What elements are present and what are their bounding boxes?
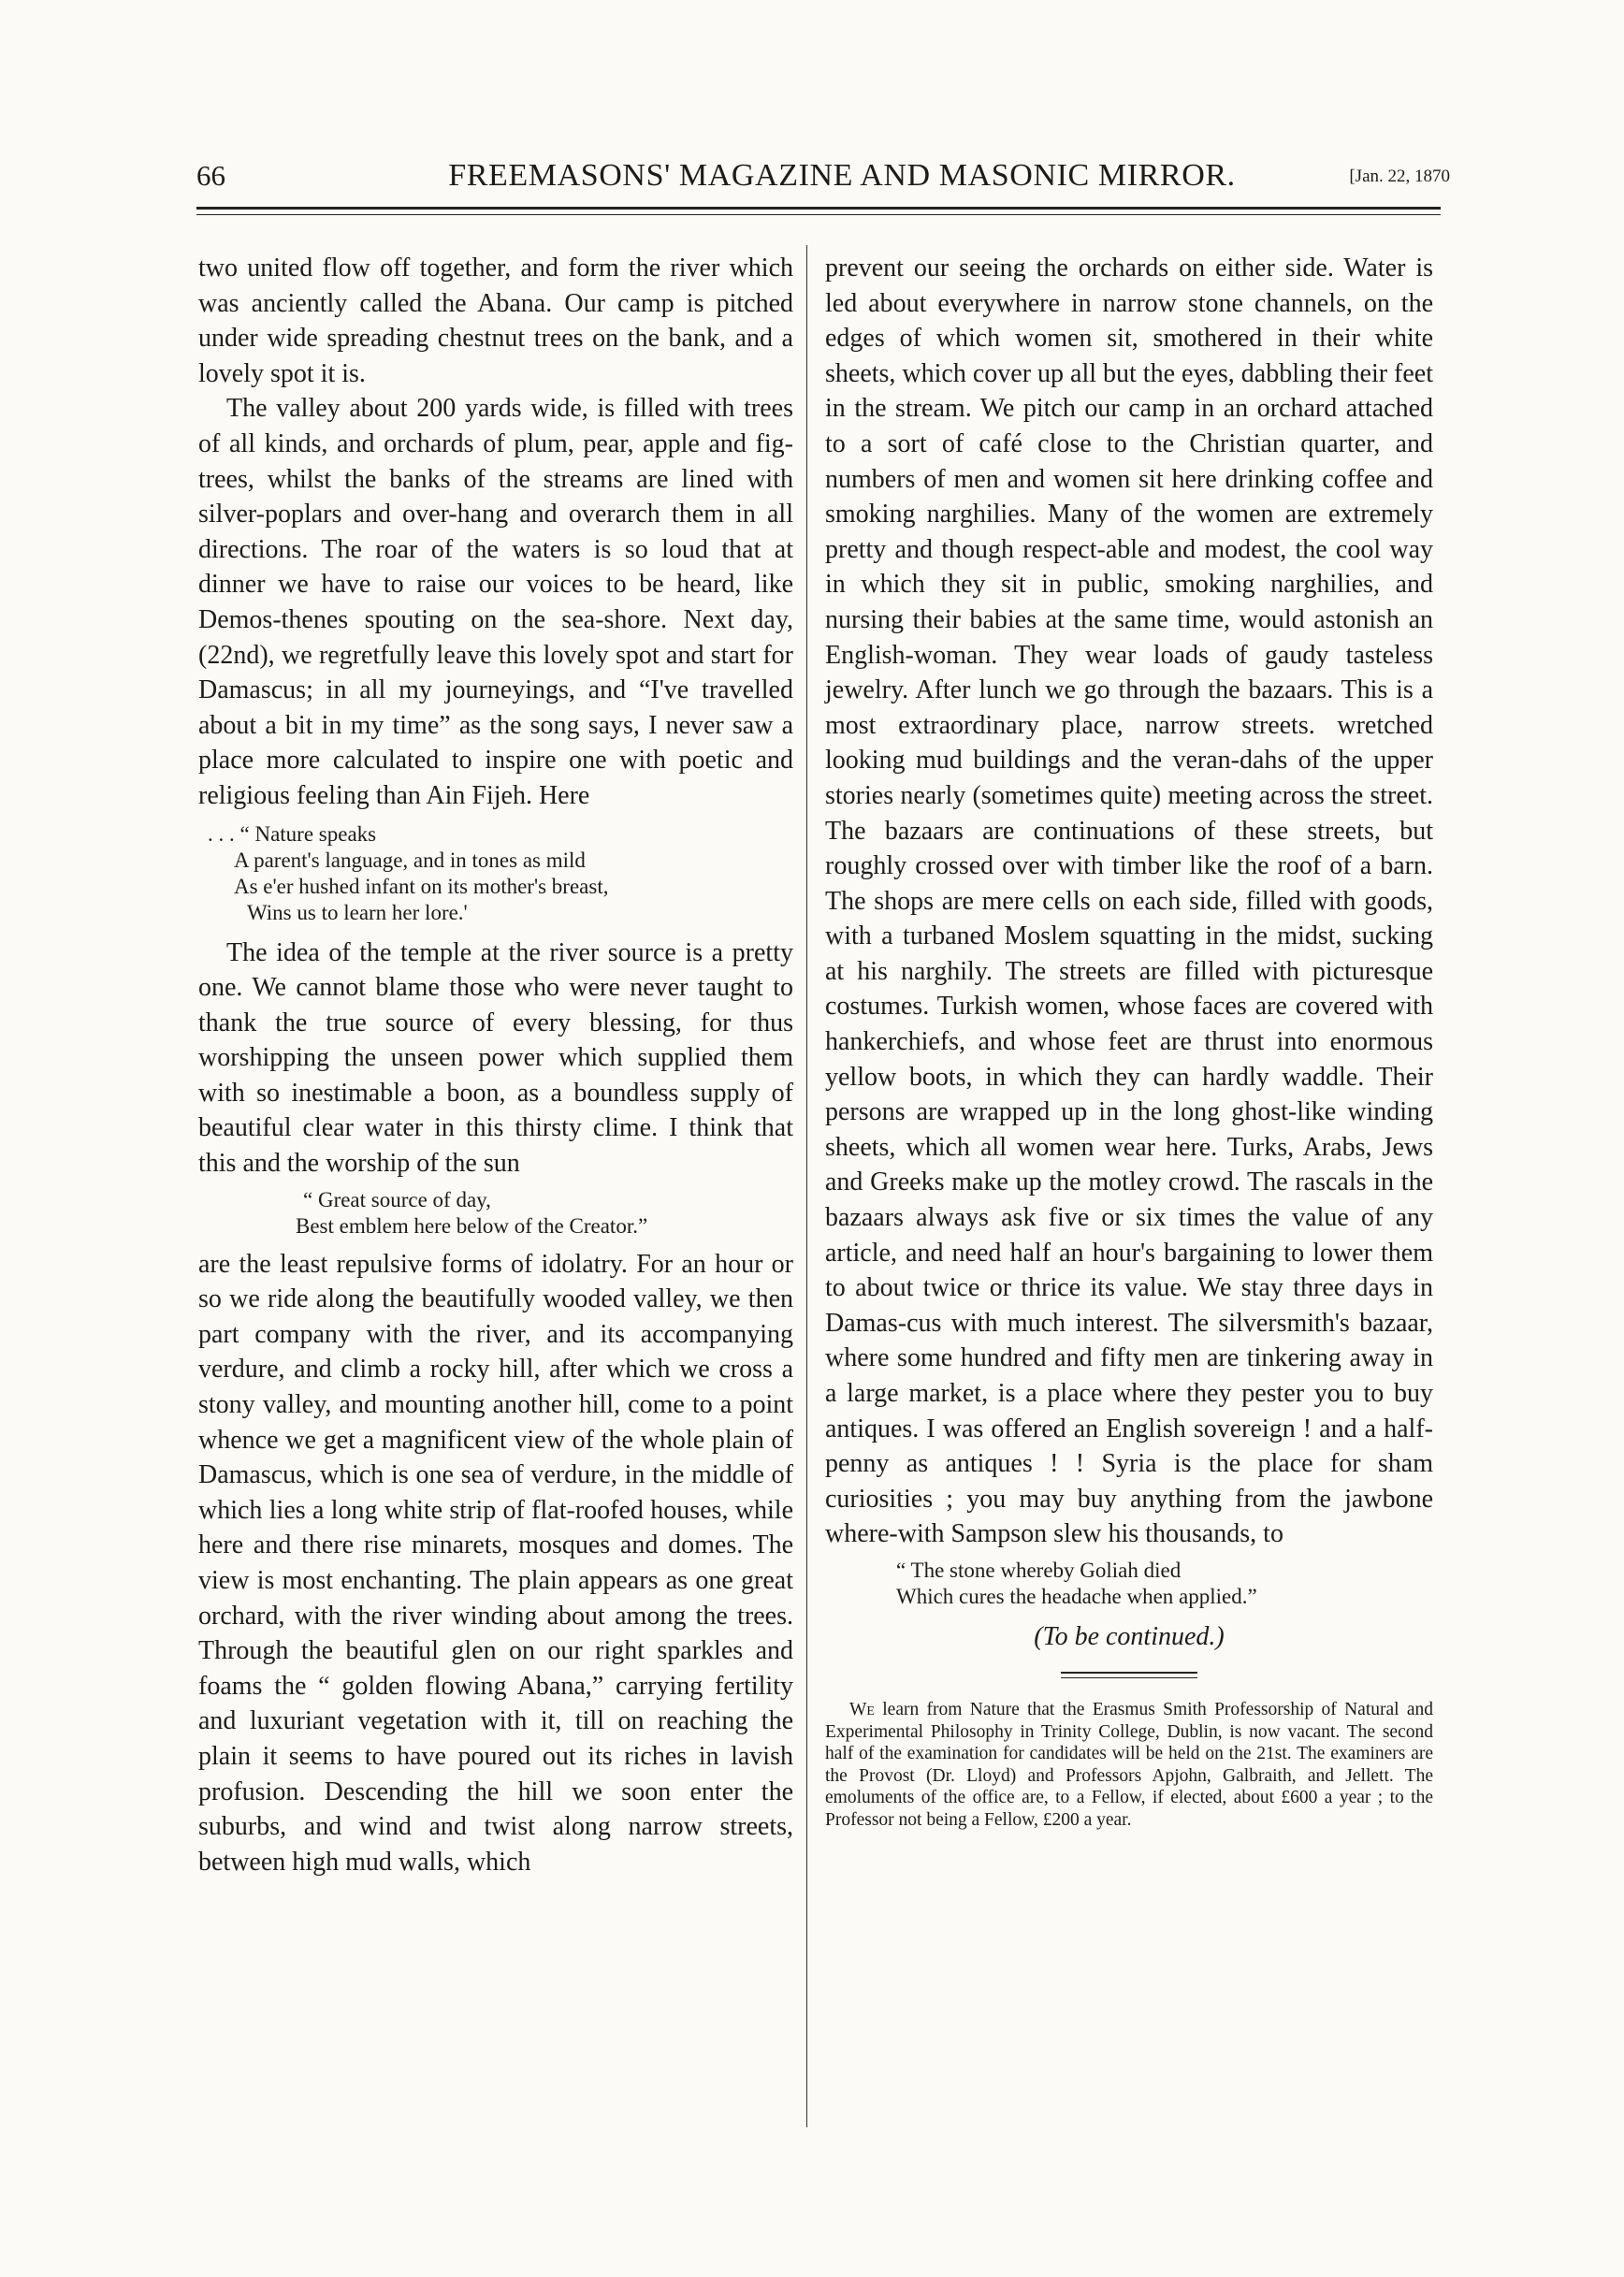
left-paragraph-4: are the least repulsive forms of idolatry. For an hour or so we ride along the beautifully wooded valley, we then part company with the river, and its accompanying verdure, and climb a rocky hill, after which we cross a stony valley, and mounting another hill, come to a point whence we get a magnificent view of the whole plain of Damascus, which is one sea of verdure, in the middle of which lies a long white strip of flat-roofed houses, while here and there rise minarets, mosques and domes. The view is most enchanting. The plain appears as one great orchard, with the river winding about among the trees. Through the beautiful glen on our right sparkles and foams the “ golden flowing Abana,” carrying fertility and luxuriant vegetation with it, till on reaching the plain it seems to have poured out its riches in lavish profusion. Descending the hill we soon enter the suburbs, and wind and twist along narrow streets, between high mud walls, which xyxy=(198,1249,793,1877)
magazine-title: FREEMASONS' MAGAZINE AND MASONIC MIRROR. xyxy=(448,158,1236,193)
right-paragraph-1: prevent our seeing the orchards on either side. Water is led about everywhere in narrow stone channels, on the edges of which women sit, smothered in their white sheets, which cover up all but the eyes, dabbling their feet in the stream. We pitch our camp in an orchard attached to a sort of café close to the Christian quarter, and numbers of men and women sit here drinking coffee and smoking narghilies. Many of the women are extremely pretty and though respect-able and modest, the cool way in which they sit in public, smoking narghilies, and nursing their babies at the same time, would astonish an English-woman. They wear loads of gaudy tasteless jewelry. After lunch we go through the bazaars. This is a most extraordinary place, narrow streets. wretched looking mud buildings and the veran-dahs of the upper stories nearly (sometimes quite) meeting across the street. The bazaars are continuations of these streets, but roughly crossed over with timber like the roof of a barn. The shops are mere cells on each side, filled with goods, with a turbaned Moslem squatting in the midst, sucking at his narghily. The streets are filled with picturesque costumes. Turkish women, whose faces are covered with hankerchiefs, and whose feet are thrust into enormous yellow boots, in which they can hardly waddle. Their persons are wrapped up in the long ghost-like winding sheets, which all women wear here. Turks, Arabs, Jews and Greeks make up the motley crowd. The rascals in the bazaars always ask five or six times the value of any article, and need half an hour's bargaining to lower them to about twice or thrice its value. We stay three days in Damas-cus with much interest. The silversmith's bazaar, where some hundred and fifty men are tinkering away in a large market, is a place where they pester you to buy antiques. I was offered an English sovereign ! and a half-penny as antiques ! ! Syria is the place for sham curiosities ; you may buy anything from the jawbone where-with Sampson slew his thousands, to xyxy=(825,254,1434,1549)
verse-nature-speaks xyxy=(198,821,793,926)
to-be-continued: (To be continued.) xyxy=(1034,1621,1225,1651)
news-note-lead: We xyxy=(849,1699,875,1719)
column-divider xyxy=(806,245,807,2127)
left-paragraph-2: The valley about 200 yards wide, is filled with trees of all kinds, and orchards of plum, pear, apple and fig-trees, whilst the banks of the streams are lined with silver-poplars and over-hang and overarch them in all directions. The roar of the waters is so loud that at dinner we have to raise our voices to be heard, like Demos-thenes spouting on the sea-shore. Next day, (22nd), we regretfully leave this lovely spot and start for Damascus; in all my journeyings, and “I've travelled about a bit in my time” as the song says, I never saw a place more calculated to inspire one with poetic and religious feeling than Ain Fijeh. Here xyxy=(198,394,793,810)
left-column xyxy=(198,251,793,1879)
verse-line: “ Great source of day, xyxy=(303,1187,491,1211)
verse-line: A parent's language, and in tones as mild xyxy=(234,848,586,872)
news-note-paragraph xyxy=(825,1699,1433,1832)
verse-line: “ The stone whereby Goliah died xyxy=(896,1558,1182,1582)
verse-line: Best emblem here below of the Creator.” xyxy=(296,1213,648,1238)
section-separator xyxy=(1061,1672,1197,1674)
news-note-body: learn from Nature that the Erasmus Smith Professorship of Natural and Experimental Philosophy in Trinity College, Dublin, is now vacant. The second half of the examination for candidates will be held on the 21st. The examiners are the Provost (Dr. Lloyd) and Professors Apjohn, Galbraith, and Jellett. The emoluments of the office are, to a Fellow, if elected, about £600 a year ; to the Professor not being a Fellow, £200 a year. xyxy=(825,1699,1434,1830)
verse-line: Which cures the headache when applied.” xyxy=(896,1584,1257,1608)
page-number: 66 xyxy=(196,159,225,192)
header-rule-thin xyxy=(196,214,1441,215)
issue-date: [Jan. 22, 1870 xyxy=(1349,167,1450,186)
left-paragraph-1: two united flow off together, and form the river which was anciently called the Abana. Our camp is pitched under wide spreading chestnut trees on the bank, and a lovely spot it is. xyxy=(198,254,793,388)
header-rule-thick xyxy=(196,207,1441,210)
verse-line: As e'er hushed infant on its mother's breast, xyxy=(234,874,609,898)
verse-line: . . . “ Nature speaks xyxy=(208,821,377,846)
left-paragraph-3: The idea of the temple at the river source is a pretty one. We cannot blame those who were never taught to thank the true source of every blessing, for thus worshipping the unseen power which supplied them with so inestimable a boon, as a boundless supply of beautiful clear water in this thirsty clime. I think that this and the worship of the sun xyxy=(198,937,793,1179)
section-separator-thin xyxy=(1061,1677,1197,1678)
right-column xyxy=(825,251,1433,1832)
verse-line: Wins us to learn her lore.' xyxy=(247,900,468,924)
page-header xyxy=(196,157,1450,202)
news-note xyxy=(825,1699,1433,1832)
verse-great-source xyxy=(198,1187,793,1240)
verse-goliah xyxy=(825,1558,1433,1610)
